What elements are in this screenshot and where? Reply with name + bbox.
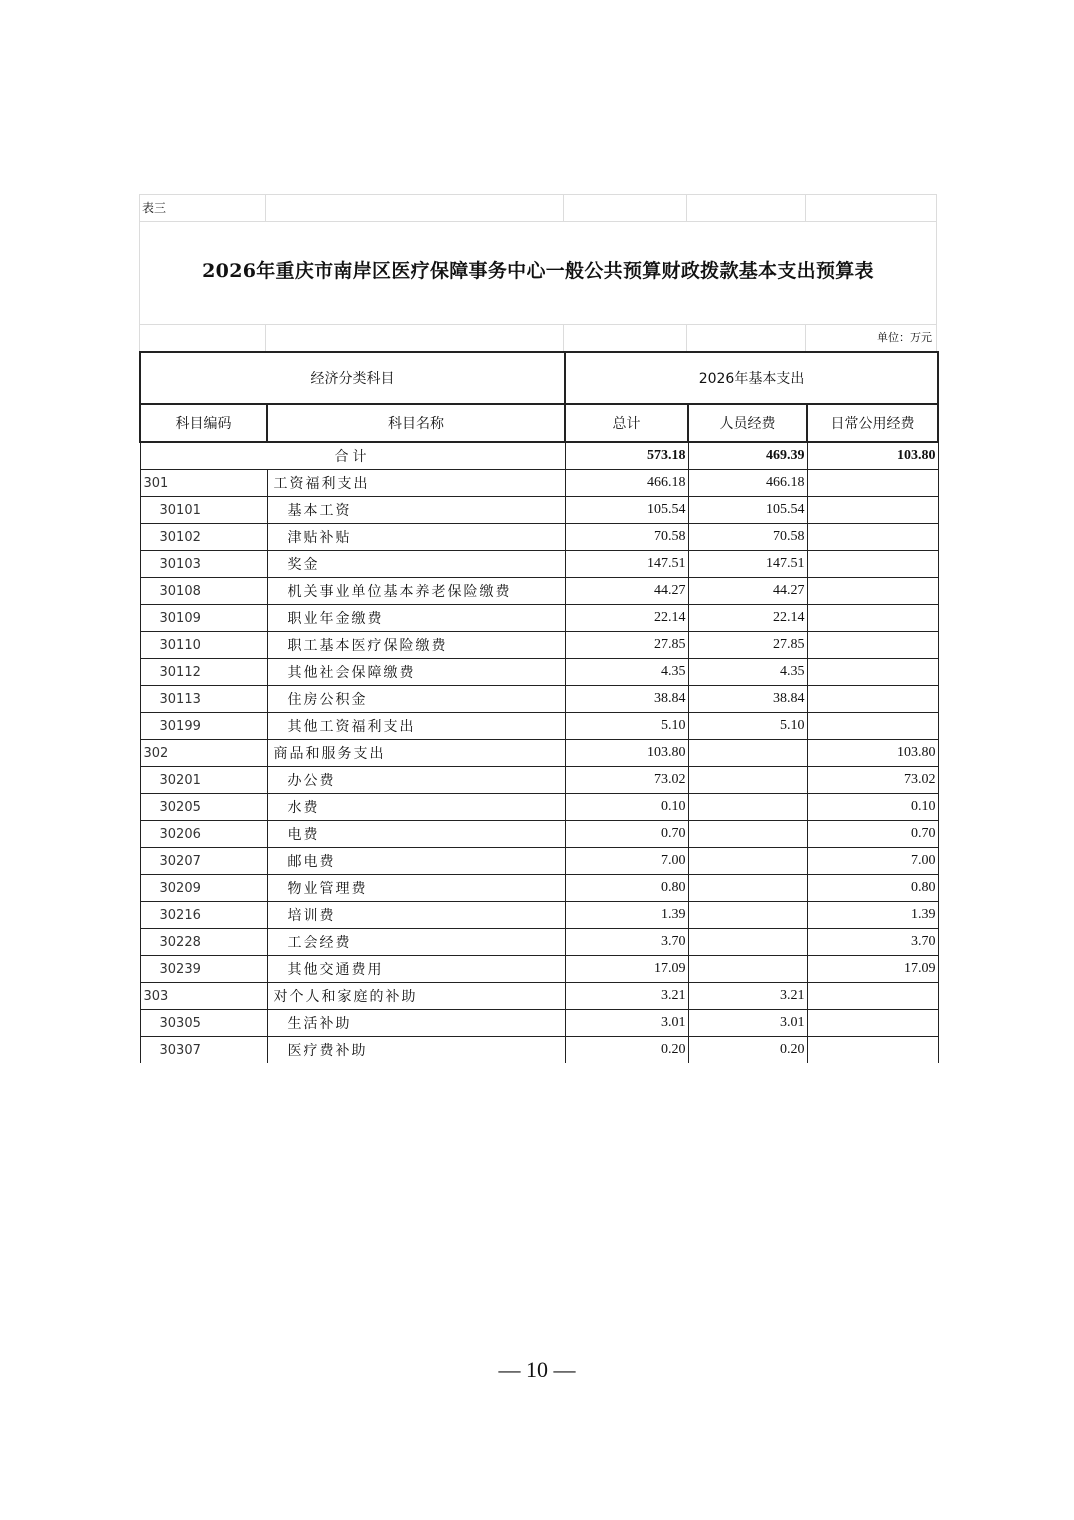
row-name: 基本工资 — [267, 497, 565, 524]
row-code: 30113 — [140, 686, 267, 713]
row-total: 3.01 — [565, 1010, 688, 1037]
table-row — [140, 983, 938, 1010]
row-code: 30102 — [140, 524, 267, 551]
row-personnel: 38.84 — [688, 686, 807, 713]
total-total: 573.18 — [565, 442, 688, 470]
table-body — [140, 470, 938, 1064]
header-group-row — [140, 352, 938, 404]
table-row — [140, 659, 938, 686]
row-personnel: 44.27 — [688, 578, 807, 605]
row-total: 44.27 — [565, 578, 688, 605]
row-name: 水费 — [267, 794, 565, 821]
row-total: 70.58 — [565, 524, 688, 551]
row-total: 22.14 — [565, 605, 688, 632]
row-code: 30239 — [140, 956, 267, 983]
row-personnel: 3.01 — [688, 1010, 807, 1037]
row-name: 津贴补贴 — [267, 524, 565, 551]
row-name: 培训费 — [267, 902, 565, 929]
row-name: 工会经费 — [267, 929, 565, 956]
row-name: 住房公积金 — [267, 686, 565, 713]
row-name: 邮电费 — [267, 848, 565, 875]
row-personnel — [688, 929, 807, 956]
header-public: 日常公用经费 — [807, 404, 938, 442]
row-name: 物业管理费 — [267, 875, 565, 902]
row-code: 30207 — [140, 848, 267, 875]
header-basic-expenditure: 2026年基本支出 — [565, 352, 938, 404]
header-name: 科目名称 — [267, 404, 565, 442]
row-total: 7.00 — [565, 848, 688, 875]
row-code: 30228 — [140, 929, 267, 956]
row-personnel: 3.21 — [688, 983, 807, 1010]
row-code: 301 — [140, 470, 267, 497]
row-code: 302 — [140, 740, 267, 767]
row-public: 1.39 — [807, 902, 938, 929]
row-public — [807, 524, 938, 551]
total-personnel: 469.39 — [688, 442, 807, 470]
row-code: 30305 — [140, 1010, 267, 1037]
table-row — [140, 929, 938, 956]
row-total: 27.85 — [565, 632, 688, 659]
row-personnel — [688, 767, 807, 794]
row-personnel: 0.20 — [688, 1037, 807, 1064]
row-code: 30108 — [140, 578, 267, 605]
row-total: 0.20 — [565, 1037, 688, 1064]
row-total: 105.54 — [565, 497, 688, 524]
row-name: 办公费 — [267, 767, 565, 794]
budget-sheet — [139, 194, 937, 1063]
row-public: 3.70 — [807, 929, 938, 956]
table-row — [140, 875, 938, 902]
row-total: 147.51 — [565, 551, 688, 578]
row-name: 医疗费补助 — [267, 1037, 565, 1064]
row-public — [807, 1037, 938, 1064]
table-row — [140, 767, 938, 794]
table-row — [140, 605, 938, 632]
row-public — [807, 659, 938, 686]
row-total: 103.80 — [565, 740, 688, 767]
total-label: 合计 — [140, 442, 565, 470]
header-column-row — [140, 404, 938, 442]
header-economic-category: 经济分类科目 — [140, 352, 565, 404]
row-public — [807, 1010, 938, 1037]
row-code: 30101 — [140, 497, 267, 524]
row-public: 0.10 — [807, 794, 938, 821]
row-name: 其他社会保障缴费 — [267, 659, 565, 686]
table-row — [140, 713, 938, 740]
row-name: 机关事业单位基本养老保险缴费 — [267, 578, 565, 605]
row-code: 30307 — [140, 1037, 267, 1064]
row-personnel — [688, 821, 807, 848]
row-personnel — [688, 848, 807, 875]
row-public: 17.09 — [807, 956, 938, 983]
row-total: 73.02 — [565, 767, 688, 794]
row-public — [807, 632, 938, 659]
row-code: 30206 — [140, 821, 267, 848]
table-row — [140, 686, 938, 713]
table-row — [140, 1037, 938, 1064]
header-personnel: 人员经费 — [688, 404, 807, 442]
row-name: 对个人和家庭的补助 — [267, 983, 565, 1010]
table-row — [140, 956, 938, 983]
row-code: 30103 — [140, 551, 267, 578]
row-name: 奖金 — [267, 551, 565, 578]
table-row — [140, 848, 938, 875]
row-name: 其他工资福利支出 — [267, 713, 565, 740]
row-personnel: 27.85 — [688, 632, 807, 659]
row-total: 17.09 — [565, 956, 688, 983]
row-personnel — [688, 794, 807, 821]
row-personnel: 147.51 — [688, 551, 807, 578]
row-code: 30199 — [140, 713, 267, 740]
row-personnel: 22.14 — [688, 605, 807, 632]
table-row — [140, 524, 938, 551]
row-name: 商品和服务支出 — [267, 740, 565, 767]
row-name: 生活补助 — [267, 1010, 565, 1037]
row-personnel — [688, 740, 807, 767]
row-name: 其他交通费用 — [267, 956, 565, 983]
table-row — [140, 497, 938, 524]
row-personnel — [688, 956, 807, 983]
table-row — [140, 551, 938, 578]
row-personnel: 70.58 — [688, 524, 807, 551]
page-number: — 10 — — [498, 1357, 576, 1382]
row-personnel — [688, 875, 807, 902]
row-personnel: 5.10 — [688, 713, 807, 740]
table-row — [140, 821, 938, 848]
row-code: 30109 — [140, 605, 267, 632]
row-code: 30110 — [140, 632, 267, 659]
table-row — [140, 740, 938, 767]
row-public: 0.80 — [807, 875, 938, 902]
row-code: 30205 — [140, 794, 267, 821]
row-total: 38.84 — [565, 686, 688, 713]
row-total: 0.10 — [565, 794, 688, 821]
row-code: 30201 — [140, 767, 267, 794]
table-row — [140, 578, 938, 605]
page-title: 2026年重庆市南岸区医疗保障事务中心一般公共预算财政拨款基本支出预算表 — [202, 260, 874, 282]
row-public: 7.00 — [807, 848, 938, 875]
row-public — [807, 497, 938, 524]
row-personnel — [688, 902, 807, 929]
row-public: 103.80 — [807, 740, 938, 767]
row-public — [807, 983, 938, 1010]
unit-label: 单位：万元 — [877, 331, 932, 344]
row-public: 73.02 — [807, 767, 938, 794]
row-name: 职业年金缴费 — [267, 605, 565, 632]
row-personnel: 105.54 — [688, 497, 807, 524]
table-row — [140, 632, 938, 659]
row-personnel: 466.18 — [688, 470, 807, 497]
row-code: 303 — [140, 983, 267, 1010]
table-label: 表三 — [142, 201, 167, 215]
row-public: 0.70 — [807, 821, 938, 848]
row-total: 1.39 — [565, 902, 688, 929]
row-code: 30209 — [140, 875, 267, 902]
row-code: 30216 — [140, 902, 267, 929]
row-total: 4.35 — [565, 659, 688, 686]
row-public — [807, 578, 938, 605]
row-total: 0.70 — [565, 821, 688, 848]
budget-table — [139, 351, 939, 1063]
table-row — [140, 1010, 938, 1037]
total-row — [140, 442, 938, 470]
header-total: 总计 — [565, 404, 688, 442]
row-total: 466.18 — [565, 470, 688, 497]
row-name: 电费 — [267, 821, 565, 848]
table-row — [140, 794, 938, 821]
row-name: 职工基本医疗保险缴费 — [267, 632, 565, 659]
table-row — [140, 470, 938, 497]
row-total: 3.70 — [565, 929, 688, 956]
row-public — [807, 470, 938, 497]
total-public: 103.80 — [807, 442, 938, 470]
row-total: 3.21 — [565, 983, 688, 1010]
row-name: 工资福利支出 — [267, 470, 565, 497]
row-code: 30112 — [140, 659, 267, 686]
sheet-top-area — [139, 194, 937, 351]
header-code: 科目编码 — [140, 404, 267, 442]
row-public — [807, 551, 938, 578]
row-total: 5.10 — [565, 713, 688, 740]
table-row — [140, 902, 938, 929]
row-public — [807, 605, 938, 632]
row-public — [807, 686, 938, 713]
row-personnel: 4.35 — [688, 659, 807, 686]
row-public — [807, 713, 938, 740]
row-total: 0.80 — [565, 875, 688, 902]
